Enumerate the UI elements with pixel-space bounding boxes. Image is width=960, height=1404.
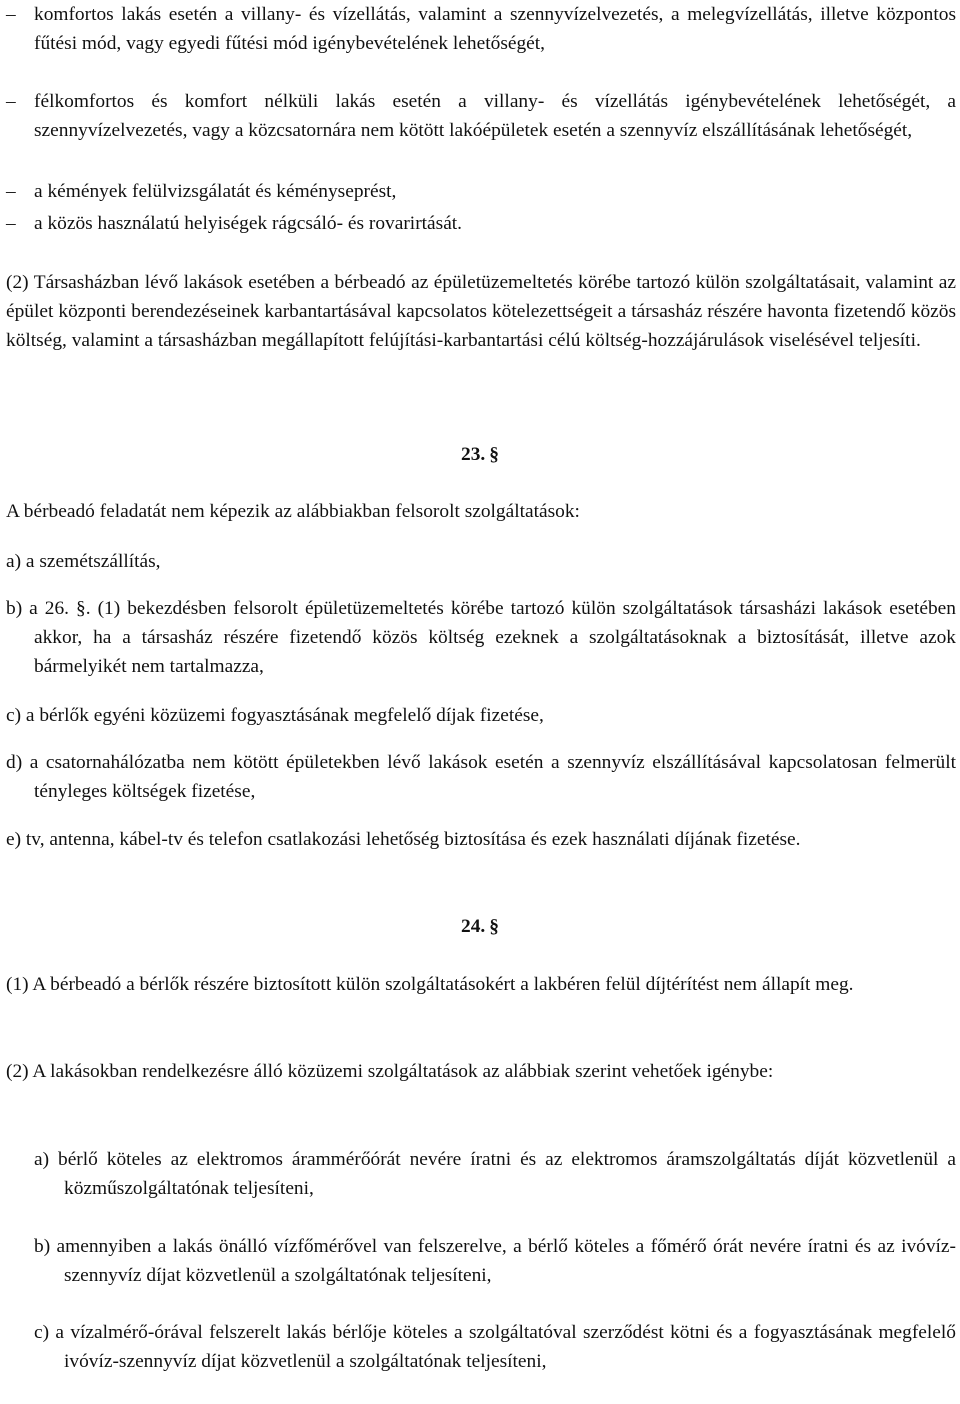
paragraph-2: (2) Társasházban lévő lakások esetében a bérbeadó az épületüzemeltetés körébe tartozó külön szolgáltatásait, valamint az épület központi berendezéseinek karbantartásával kapcsolatos kötelezettségeit a társasház részére havonta fizetendő közös költség, valamint a társasházban megállapított felújítási-karbantartási célú költség-hozzájárulások viselésével teljesíti.	[6, 272, 956, 351]
section-symbol: §	[489, 444, 499, 465]
section-number: 23.	[461, 444, 486, 465]
bullet-text: félkomfortos és komfort nélküli lakás esetén a villany- és vízellátás igénybevételének lehetőségét, a szennyvízelvezetés, vagy a közcsatornára nem kötött lakóépületek esetén a szennyvíz elszállításának lehetőségét,	[34, 91, 956, 141]
list-item-c: c) a vízalmérő-órával felszerelt lakás bérlője köteles a szolgáltatóval szerződést kötni és a fogyasztásának megfelelő ivóvíz-szennyvíz díjat közvetlenül a szolgáltatónak teljesíteni,	[34, 1322, 956, 1372]
list-item-b: b) amennyiben a lakás önálló vízfőmérővel van felszerelve, a bérlő köteles a főmérő órát nevére íratni és az ivóvíz- szennyvíz díjat közvetlenül a szolgáltatónak teljesíteni,	[34, 1236, 956, 1286]
section-heading-23	[0, 440, 960, 469]
section-heading-24	[0, 912, 960, 941]
list-item-e: e) tv, antenna, kábel-tv és telefon csatlakozási lehetőség biztosítása és ezek használati díjának fizetése.	[6, 829, 801, 850]
section-24-paragraph-1: (1) A bérbeadó a bérlők részére biztosított külön szolgáltatásokért a lakbéren felül díjtérítést nem állapít meg.	[6, 974, 854, 995]
section-number: 24.	[461, 916, 486, 937]
dash-marker: –	[6, 181, 16, 202]
section-23-intro: A bérbeadó feladatát nem képezik az alábbiakban felsorolt szolgáltatások:	[6, 501, 580, 522]
bullet-text: komfortos lakás esetén a villany- és vízellátás, valamint a szennyvízelvezetés, a melegvízellátás, illetve központos fűtési mód, vagy egyedi fűtési mód igénybevételének lehetőségét,	[34, 4, 956, 54]
section-24-paragraph-2: (2) A lakásokban rendelkezésre álló közüzemi szolgáltatások az alábbiak szerint vehetőek igénybe:	[6, 1061, 774, 1082]
dash-marker: –	[6, 213, 16, 234]
dash-marker: –	[6, 91, 16, 112]
section-symbol: §	[489, 916, 499, 937]
dash-marker: –	[6, 4, 16, 25]
list-item-a: a) a szemétszállítás,	[6, 551, 161, 572]
bullet-text: a közös használatú helyiségek rágcsáló- és rovarirtását.	[34, 213, 463, 234]
bullet-text: a kémények felülvizsgálatát és kéményseprést,	[34, 181, 397, 202]
list-item-b: b) a 26. §. (1) bekezdésben felsorolt épületüzemeltetés körébe tartozó külön szolgáltatások társasházi lakások esetében akkor, ha a társasház részére fizetendő közös költség ezeknek a szolgáltatásoknak a biztosítását, illetve azok bármelyikét nem tartalmazza,	[6, 598, 956, 677]
list-item-c: c) a bérlők egyéni közüzemi fogyasztásának megfelelő díjak fizetése,	[6, 705, 544, 726]
list-item-d: d) a csatornahálózatba nem kötött épületekben lévő lakások esetén a szennyvíz elszállításával kapcsolatosan felmerült tényleges költségek fizetése,	[6, 752, 956, 802]
list-item-a: a) bérlő köteles az elektromos árammérőórát nevére íratni és az elektromos áramszolgáltatás díját közvetlenül a közműszolgáltatónak teljesíteni,	[34, 1149, 956, 1199]
